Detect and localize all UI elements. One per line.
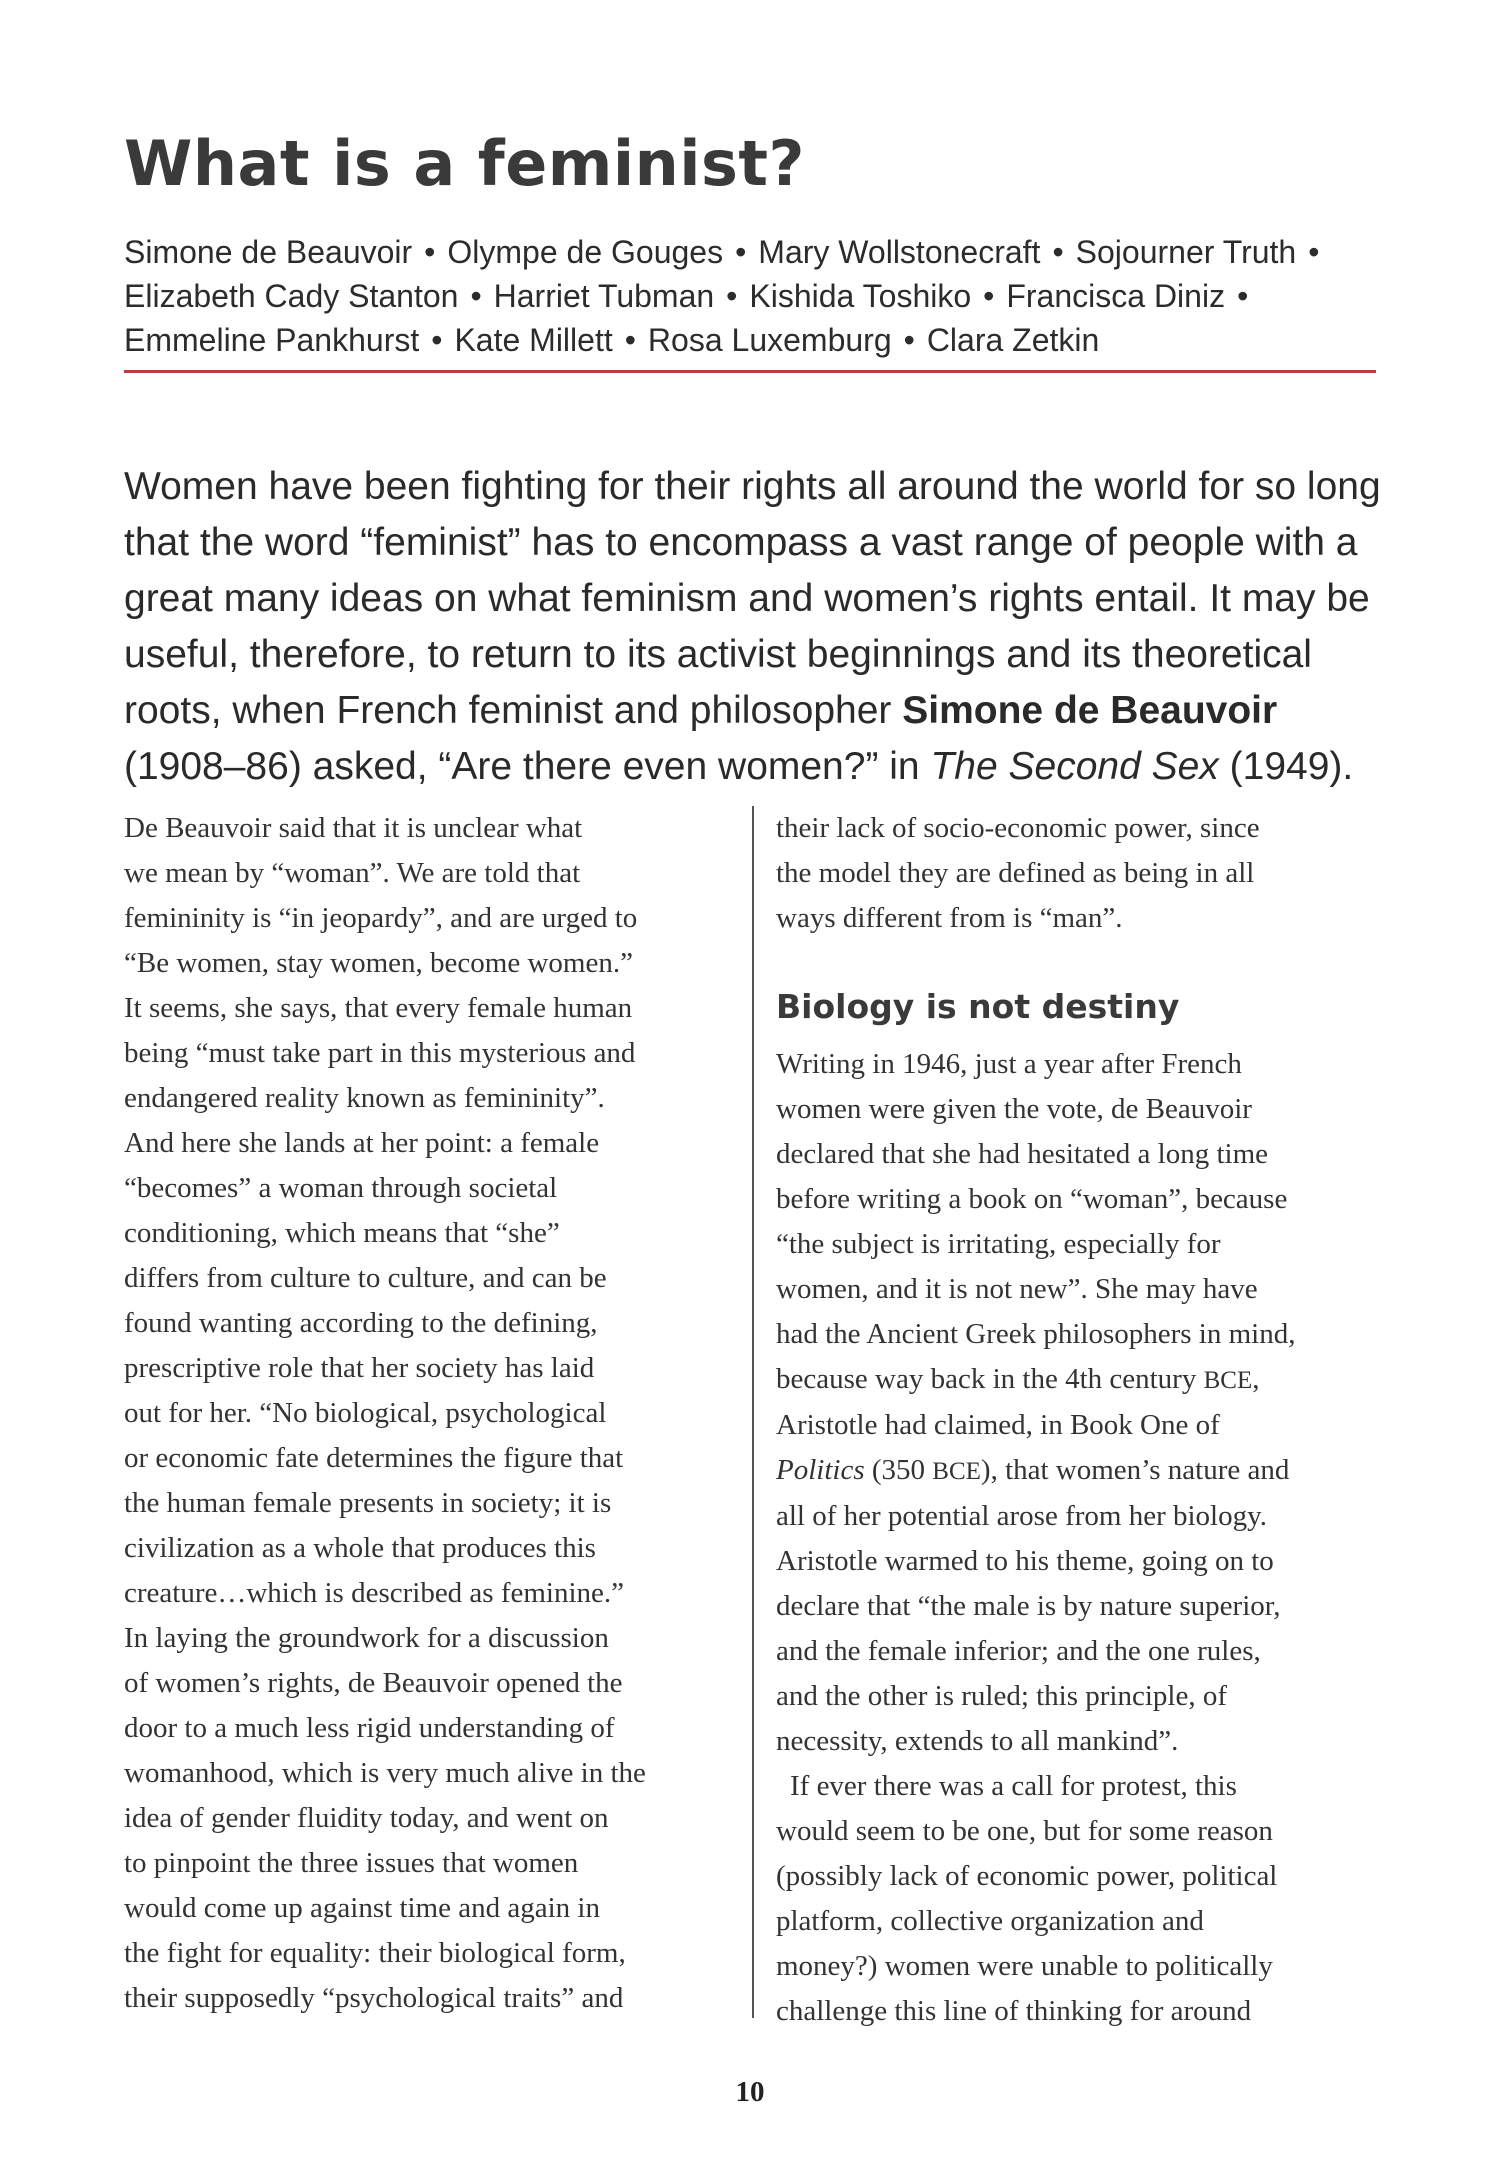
continuation-paragraph: [776, 806, 1386, 941]
text-line: In laying the groundwork for a discussion: [124, 1622, 609, 1654]
text-line: Aristotle warmed to his theme, going on to: [776, 1545, 1274, 1577]
page-number: 10: [735, 2076, 765, 2108]
section-subheading: Biology is not destiny: [776, 987, 1180, 1026]
text-line: civilization as a whole that produces this: [124, 1532, 596, 1564]
book-title-politics: Politics: [776, 1454, 865, 1486]
text-line: had the Ancient Greek philosophers in mind,: [776, 1318, 1296, 1350]
text-line: “the subject is irritating, especially for: [776, 1228, 1221, 1260]
text-line: the human female presents in society; it is: [124, 1487, 612, 1519]
text-line: creature…which is described as feminine.”: [124, 1577, 625, 1609]
name-item: Simone de Beauvoir: [124, 234, 413, 270]
text-line: If ever there was a call for protest, this: [790, 1770, 1237, 1802]
text-line: would seem to be one, but for some reason: [776, 1815, 1273, 1847]
text-line: declared that she had hesitated a long time: [776, 1138, 1269, 1170]
text-line: Writing in 1946, just a year after French: [776, 1048, 1242, 1080]
name-item: Rosa Luxemburg: [647, 322, 892, 358]
text-line: differs from culture to culture, and can be: [124, 1262, 607, 1294]
intro-book-title: The Second Sex: [930, 745, 1219, 788]
text-fragment: (350: [864, 1454, 933, 1486]
text-line: platform, collective organization and: [776, 1905, 1204, 1937]
text-line: idea of gender fluidity today, and went on: [124, 1802, 609, 1834]
text-line: door to a much less rigid understanding of: [124, 1712, 615, 1744]
left-column: [124, 806, 724, 2021]
bullet-icon: •: [735, 234, 747, 270]
text-line: (possibly lack of economic power, political: [776, 1860, 1278, 1892]
text-line: declare that “the male is by nature superior,: [776, 1590, 1281, 1622]
intro-paragraph: [124, 459, 1384, 795]
text-line: women were given the vote, de Beauvoir: [776, 1093, 1252, 1125]
page-title: What is a feminist?: [124, 127, 806, 200]
text-line: their lack of socio-economic power, since: [776, 812, 1260, 844]
text-line: And here she lands at her point: a female: [124, 1127, 600, 1159]
text-line: womanhood, which is very much alive in the: [124, 1757, 646, 1789]
text-line: necessity, extends to all mankind”.: [776, 1725, 1179, 1757]
text-line: found wanting according to the defining,: [124, 1307, 598, 1339]
era-abbreviation: BCE: [1203, 1367, 1253, 1394]
bullet-icon: •: [726, 278, 738, 314]
text-line: the model they are defined as being in all: [776, 857, 1255, 889]
name-item: Harriet Tubman: [493, 278, 715, 314]
bullet-icon: •: [903, 322, 915, 358]
text-line: [776, 1448, 1386, 1494]
text-line: Aristotle had claimed, in Book One of: [776, 1409, 1220, 1441]
text-line: or economic fate determines the figure that: [124, 1442, 624, 1474]
bullet-icon: •: [431, 322, 443, 358]
name-item: Emmeline Pankhurst: [124, 322, 420, 358]
text-line: their supposedly “psychological traits” and: [124, 1982, 624, 2014]
text-line: “Be women, stay women, become women.”: [124, 947, 633, 979]
title-divider-rule: [124, 370, 1376, 373]
text-line: we mean by “woman”. We are told that: [124, 857, 581, 889]
text-fragment: because way back in the 4th century: [776, 1363, 1204, 1395]
name-item: Clara Zetkin: [926, 322, 1100, 358]
text-line: endangered reality known as femininity”.: [124, 1082, 605, 1114]
bullet-icon: •: [1052, 234, 1064, 270]
bullet-icon: •: [424, 234, 436, 270]
name-item: Elizabeth Cady Stanton: [124, 278, 459, 314]
intro-text-1: Women have been fighting for their rights all around the world for so long that the word “feminist” has to encompass a vast range of people with a great many ideas on what feminism and women’s rights entail. It may be useful, therefore, to return to its activist beginnings and its theoretical roots, when French feminist and philosopher: [124, 465, 1381, 732]
text-line: money?) women were unable to politically: [776, 1950, 1273, 1982]
text-line: the fight for equality: their biological form,: [124, 1937, 626, 1969]
text-line: would come up against time and again in: [124, 1892, 600, 1924]
intro-name: Simone de Beauvoir: [902, 689, 1278, 732]
intro-text-2: (1908–86) asked, “Are there even women?” in: [124, 745, 931, 788]
text-line: and the female inferior; and the one rules,: [776, 1635, 1261, 1667]
text-line: prescriptive role that her society has laid: [124, 1352, 595, 1384]
text-fragment: ), that women’s nature and: [980, 1454, 1290, 1486]
text-fragment: ,: [1252, 1363, 1260, 1395]
text-line: femininity is “in jeopardy”, and are urged to: [124, 902, 638, 934]
bullet-icon: •: [1237, 278, 1249, 314]
text-line: to pinpoint the three issues that women: [124, 1847, 579, 1879]
text-line: ways different from is “man”.: [776, 902, 1123, 934]
right-column: [776, 806, 1386, 2034]
bullet-icon: •: [470, 278, 482, 314]
feminist-names-list: [124, 230, 1394, 362]
text-line: before writing a book on “woman”, because: [776, 1183, 1288, 1215]
text-line: It seems, she says, that every female human: [124, 992, 633, 1024]
protest-paragraph: [776, 1764, 1386, 2034]
text-line: De Beauvoir said that it is unclear what: [124, 812, 583, 844]
era-abbreviation: BCE: [932, 1458, 981, 1485]
text-line: out for her. “No biological, psychological: [124, 1397, 607, 1429]
name-item: Francisca Diniz: [1006, 278, 1226, 314]
text-line: challenge this line of thinking for around: [776, 1995, 1252, 2027]
bullet-icon: •: [983, 278, 995, 314]
text-line: “becomes” a woman through societal: [124, 1172, 558, 1204]
name-item: Kate Millett: [454, 322, 613, 358]
name-item: Olympe de Gouges: [447, 234, 724, 270]
name-item: Kishida Toshiko: [749, 278, 972, 314]
text-line: women, and it is not new”. She may have: [776, 1273, 1258, 1305]
bullet-icon: •: [1308, 234, 1320, 270]
text-line: being “must take part in this mysterious and: [124, 1037, 636, 1069]
name-item: Sojourner Truth: [1075, 234, 1297, 270]
intro-text-3: (1949).: [1218, 745, 1354, 788]
name-item: Mary Wollstonecraft: [758, 234, 1041, 270]
column-divider: [752, 806, 754, 2018]
biology-paragraph: [776, 1042, 1386, 1764]
text-line: of women’s rights, de Beauvoir opened the: [124, 1667, 623, 1699]
text-line: all of her potential arose from her biology.: [776, 1500, 1267, 1532]
left-column-paragraph: [124, 806, 724, 2021]
text-line: [776, 1357, 1386, 1403]
bullet-icon: •: [624, 322, 636, 358]
text-line: and the other is ruled; this principle, of: [776, 1680, 1228, 1712]
text-line: conditioning, which means that “she”: [124, 1217, 560, 1249]
